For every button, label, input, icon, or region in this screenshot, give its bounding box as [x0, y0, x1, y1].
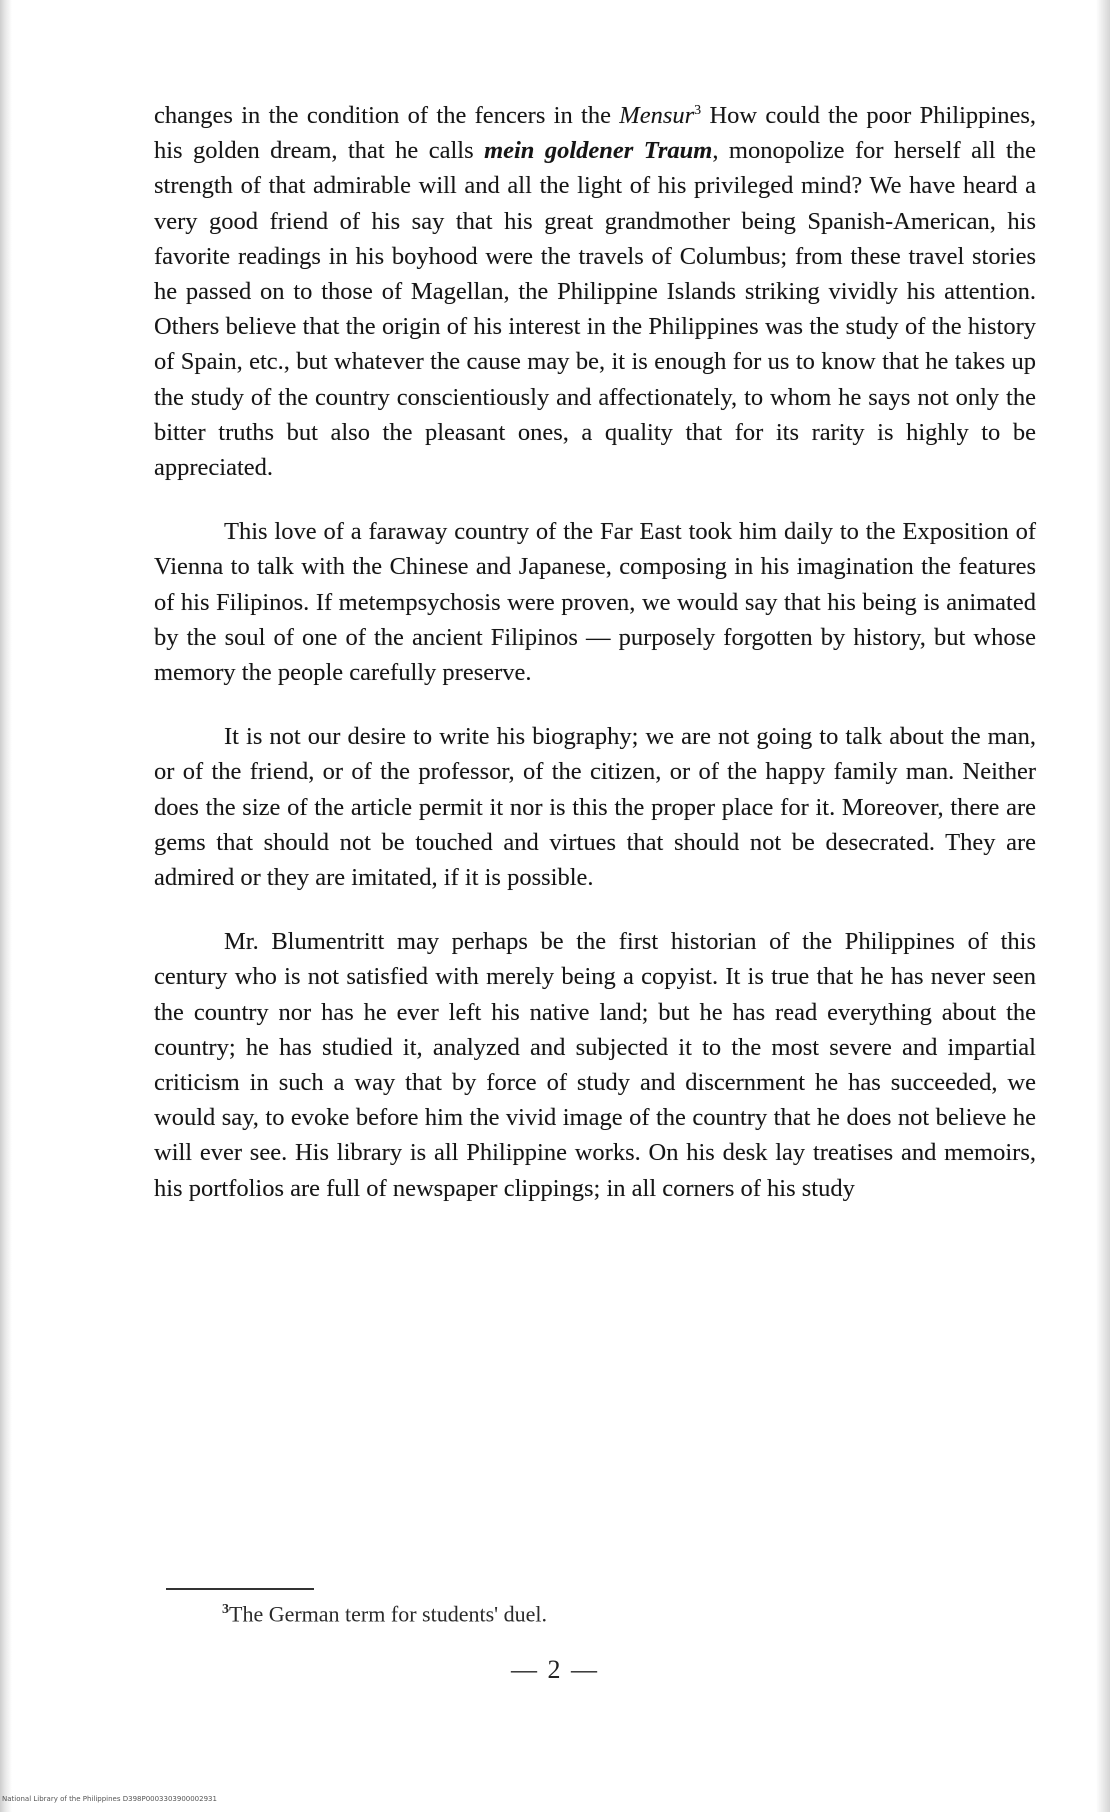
p1-mensur: Mensur — [619, 102, 695, 129]
paragraph-1 — [154, 98, 1036, 485]
p1-german-phrase: mein goldener Traum — [484, 137, 713, 165]
footnote — [222, 1596, 922, 1628]
paragraph-4: Mr. Blumentritt may perhaps be the first historian of the Philippines of this century who is not satisfied with merely being a copyist. It is true that he has never seen the country nor has he ever left his native land; but he has read everything about the country; he has studied it, analyzed and subjected it to the most severe and impartial criticism in such a way that by force of study and discernment he has succeeded, we would say, to evoke before him the vivid image of the country that he does not believe he will ever see. His library is all Philippine works. On his desk lay treatises and memoirs, his portfolios are full of newspaper clippings; in all corners of his study — [154, 928, 1036, 1202]
archive-footer: National Library of the Philippines D398P0003303900002931 — [2, 1795, 217, 1803]
page-edge — [1096, 0, 1110, 1812]
p1-text-c: , monopolize for herself all the strength of that admirable will and all the light of his privileged mind? We have heard a very good friend of his say that his great grandmother being Spanish-American, his favorite readings in his boyhood were the travels of Columbus; from these travel stories he passed on to those of Magellan, the Philippine Islands striking vividly his attention. Others believe that the origin of his interest in the Philippines was the study of the history of Spain, etc., but whatever the cause may be, it is enough for us to know that he takes up the study of the country conscientiously and affectionately, to whom he says not only the bitter truths but also the pleasant ones, a quality that for its rarity is highly to be appreciated. — [154, 137, 1036, 482]
p1-text-b: How could the poor Philippines, his golden dream, that he calls — [154, 102, 1037, 165]
body-text — [154, 98, 1036, 1235]
paragraph-2: This love of a faraway country of the Far East took him daily to the Exposition of Vienna to talk with the Chinese and Japanese, composing in his imagination the features of his Filipinos. If metempsychosis were proven, we would say that his being is animated by the soul of one of the ancient Filipinos — purposely forgotten by history, but whose memory the people carefully preserve. — [154, 518, 1036, 687]
footnote-marker: 3 — [222, 1602, 229, 1617]
footnote-reference: 3 — [694, 102, 702, 118]
footnote-divider — [166, 1588, 314, 1590]
page-number: — 2 — — [511, 1655, 599, 1684]
page-shadow — [0, 0, 12, 1812]
paragraph-3: It is not our desire to write his biography; we are not going to talk about the man, or of the friend, or of the professor, of the citizen, or of the happy family man. Neither does the size of the article permit it nor is this the proper place for it. Moreover, there are gems that should not be touched and virtues that should not be desecrated. They are admired or they are imitated, if it is possible. — [154, 723, 1036, 892]
p1-text-a: changes in the condition of the fencers in the — [154, 102, 620, 129]
footnote-text: The German term for students' duel. — [229, 1601, 547, 1627]
